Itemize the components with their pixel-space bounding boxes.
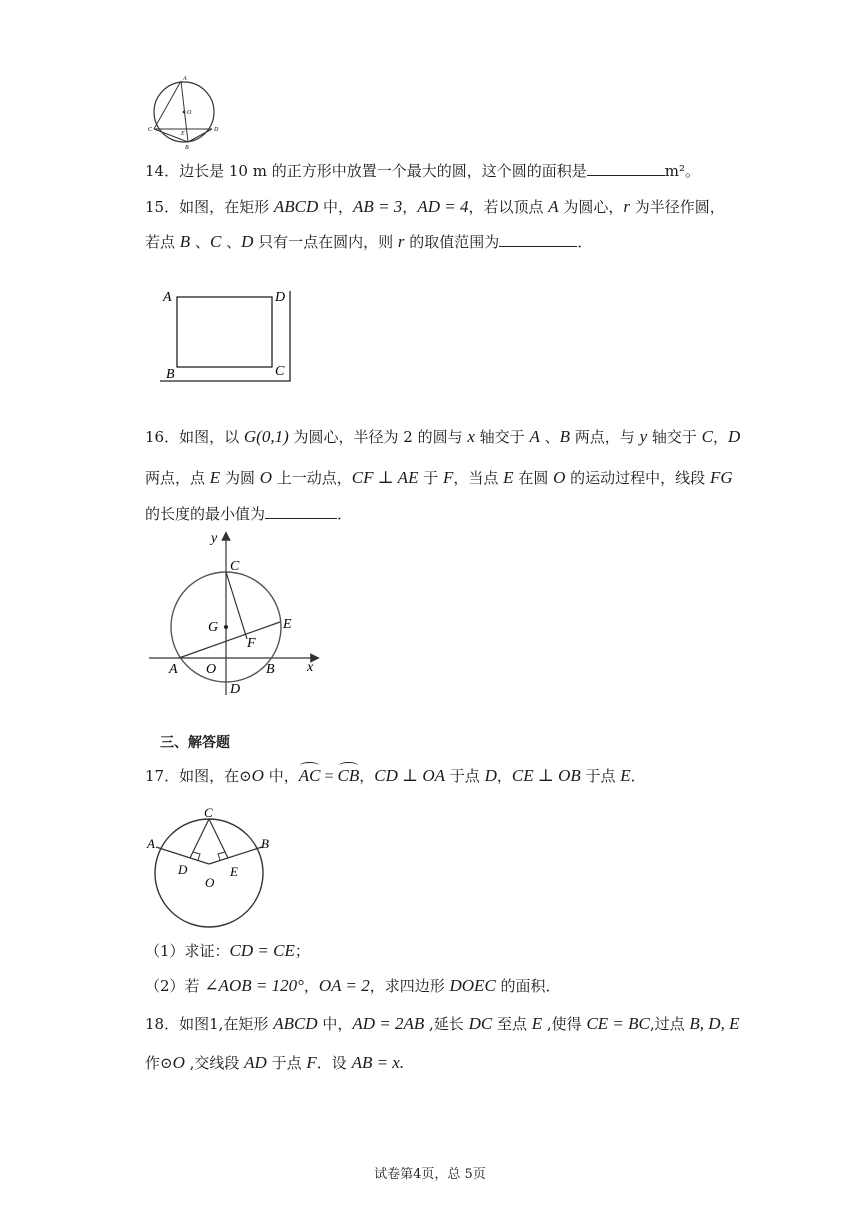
q17-math-cd: CD ⊥ OA [374, 766, 446, 785]
q16-math-C: C [701, 427, 713, 446]
q17-math-D: D [484, 766, 497, 785]
q16-math-cf: CF ⊥ AE [351, 468, 419, 487]
q15-math-C: C [209, 232, 222, 251]
q15-text: 为圆心， [558, 198, 624, 216]
q17-label-B: B [261, 836, 269, 851]
q18-text: ,过点 [649, 1015, 690, 1033]
q13-label-B: B [185, 145, 189, 150]
q16-math-F: F [443, 468, 454, 487]
question-17 [145, 765, 646, 788]
q14-unit: m²。 [664, 162, 700, 180]
q16-math-D: D [728, 427, 741, 446]
q16-text: 轴交于 [474, 428, 530, 446]
q16-text: 于 [418, 469, 443, 487]
q18-text: 作⊙ [145, 1054, 173, 1072]
q15-figure [158, 285, 298, 385]
q18-text: ,交线段 [184, 1054, 245, 1072]
q17-p1-math: CD = CE [229, 941, 295, 960]
q18-math-AD: AD [244, 1053, 267, 1072]
q17-math-E: E [620, 766, 631, 785]
question-16-line2 [145, 467, 733, 489]
q15-label-B: B [166, 367, 175, 382]
q18-math-O: O [172, 1053, 185, 1072]
q17-p2-angle: ∠AOB = 120° [204, 976, 304, 995]
q16-label-G: G [208, 620, 219, 635]
q14-number: 14． [145, 162, 180, 180]
q17-label-O: O [205, 875, 215, 890]
q17-p2-oa: OA = 2 [318, 976, 370, 995]
q15-math-ABCD: ABCD [273, 197, 319, 216]
q17-label-D: D [178, 862, 188, 877]
q18-text: 于点 [266, 1054, 307, 1072]
q17-label-E: E [230, 864, 238, 879]
q13-label-C: C [148, 127, 153, 133]
q18-math-E: E [531, 1014, 543, 1033]
q16-math-E: E [209, 468, 221, 487]
q17-arc-CB: CB [337, 766, 360, 785]
q16-label-O: O [206, 662, 217, 677]
q15-text: 为半径作圆， [630, 198, 725, 216]
q18-math-ad: AD = 2AB [352, 1014, 425, 1033]
q17-figure [144, 803, 279, 931]
q15-text: 若点 [145, 233, 180, 251]
question-16-line1 [145, 426, 740, 448]
q15-text: 的取值范围为 [404, 233, 500, 251]
q16-math-A: A [529, 427, 540, 446]
q16-text: 在圆 [513, 469, 554, 487]
q15-math-r: r [623, 197, 631, 216]
q16-math-FG: FG [709, 468, 733, 487]
q13-label-O: O [187, 110, 192, 116]
q17-text: 中， [263, 767, 299, 785]
q18-text: 中， [317, 1015, 353, 1033]
q18-math-ABCD: ABCD [273, 1014, 318, 1033]
q15-text: 如图，在矩形 [179, 198, 274, 216]
q15-math-B: B [179, 232, 191, 251]
q18-math-abx: AB = x. [351, 1053, 405, 1072]
q17-p2-text: ，求四边形 [369, 977, 450, 995]
q16-label-x: x [307, 660, 314, 675]
q16-text: 、 [539, 428, 560, 446]
q16-text: ，当点 [453, 469, 504, 487]
q18-number: 18． [145, 1015, 180, 1033]
q18-text: 如图1,在矩形 [179, 1015, 274, 1033]
question-15-line1 [145, 196, 725, 218]
q17-label-C: C [204, 805, 213, 820]
q15-answer-blank[interactable] [499, 232, 577, 247]
q13-label-D: D [214, 127, 219, 133]
q15-label-C: C [275, 364, 285, 379]
q16-text: 如图，以 [179, 428, 244, 446]
q15-text: ， [402, 198, 418, 216]
q16-figure [145, 530, 330, 700]
q16-text: 的运动过程中，线段 [565, 469, 710, 487]
q13-label-E: E [181, 131, 185, 137]
q17-label-A: A [147, 836, 155, 851]
q15-text: 、 [221, 233, 242, 251]
q17-p2-text: ， [303, 977, 319, 995]
q16-text: 为圆心，半径为 2 的圆与 [288, 428, 468, 446]
q16-math-O: O [259, 468, 272, 487]
q18-text: ,延长 [424, 1015, 469, 1033]
q14-answer-blank[interactable] [587, 161, 665, 176]
q17-p1-text: （1）求证： [145, 942, 230, 960]
q16-math-x: x [467, 427, 475, 446]
q17-text: ， [496, 767, 512, 785]
q17-p2-text: 的面积． [495, 977, 561, 995]
q15-label-D: D [275, 290, 286, 305]
q16-label-B: B [266, 662, 275, 677]
q16-label-C: C [230, 559, 240, 574]
q15-text: ． [577, 233, 593, 251]
q16-text: ． [337, 505, 353, 523]
q16-math-G: G(0,1) [243, 427, 289, 446]
q17-part2 [145, 975, 561, 997]
q16-text: 轴交于 [647, 428, 702, 446]
q17-p2-doec: DOEC [449, 976, 496, 995]
q17-p1-text: ； [294, 942, 310, 960]
q18-text: 至点 [492, 1015, 532, 1033]
q17-text: = [320, 768, 338, 785]
q16-text: 两点，点 [145, 469, 210, 487]
q17-math-O: O [251, 766, 264, 785]
q18-math-bde: B, D, E [689, 1014, 740, 1033]
q14-text: 边长是 10 m 的正方形中放置一个最大的圆，这个圆的面积是 [179, 162, 587, 180]
q16-answer-blank[interactable] [265, 504, 337, 519]
q13-figure [145, 72, 225, 150]
q15-text: 、 [190, 233, 210, 251]
q17-arc-AC: AC [298, 766, 321, 785]
q17-number: 17． [145, 767, 180, 785]
q17-part1 [145, 940, 310, 962]
q18-math-F: F [306, 1053, 317, 1072]
q16-text: 为圆 [220, 469, 260, 487]
q16-math-E: E [503, 468, 514, 487]
q16-math-y: y [639, 427, 648, 446]
q17-text: 于点 [445, 767, 485, 785]
q15-math-r: r [397, 232, 405, 251]
q15-text: ，若以顶点 [468, 198, 549, 216]
q15-math-A: A [548, 197, 559, 216]
q16-text: 两点，与 [570, 428, 640, 446]
q15-text: 只有一点在圆内，则 [253, 233, 398, 251]
q18-text: ．设 [316, 1054, 352, 1072]
q15-math-ab: AB = 3 [353, 197, 403, 216]
section-heading: 三、解答题 [160, 735, 230, 751]
q18-math-DC: DC [468, 1014, 493, 1033]
q16-label-A: A [169, 662, 178, 677]
q18-text: ,使得 [542, 1015, 587, 1033]
q16-text: ， [713, 428, 729, 446]
q16-text: 上一动点， [272, 469, 352, 487]
q15-math-ad: AD = 4 [417, 197, 469, 216]
q16-label-D: D [230, 682, 241, 697]
question-18-line1 [145, 1013, 739, 1035]
q16-label-E: E [283, 617, 292, 632]
question-16-line3 [145, 503, 352, 525]
question-18-line2 [145, 1052, 404, 1074]
q17-p2-text: （2）若 [145, 977, 205, 995]
q16-label-y: y [211, 531, 218, 546]
q15-text: 中， [318, 198, 354, 216]
q17-text: 如图，在⊙ [179, 767, 252, 785]
q18-math-ce: CE = BC [586, 1014, 650, 1033]
q16-math-O: O [553, 468, 566, 487]
q17-text: ． [630, 767, 646, 785]
q13-label-A: A [183, 76, 187, 82]
q16-label-F: F [247, 636, 256, 651]
question-15-line2 [145, 231, 592, 253]
q16-math-B: B [559, 427, 571, 446]
q17-text: 于点 [580, 767, 621, 785]
page-footer: 试卷第4页，总 5页 [374, 1167, 486, 1182]
q17-math-ce: CE ⊥ OB [511, 766, 581, 785]
q15-number: 15． [145, 198, 180, 216]
q15-math-D: D [241, 232, 254, 251]
q17-text: ， [359, 767, 375, 785]
question-14 [145, 160, 700, 182]
q16-number: 16． [145, 428, 180, 446]
q15-label-A: A [163, 290, 172, 305]
q16-text: 的长度的最小值为 [145, 505, 266, 523]
